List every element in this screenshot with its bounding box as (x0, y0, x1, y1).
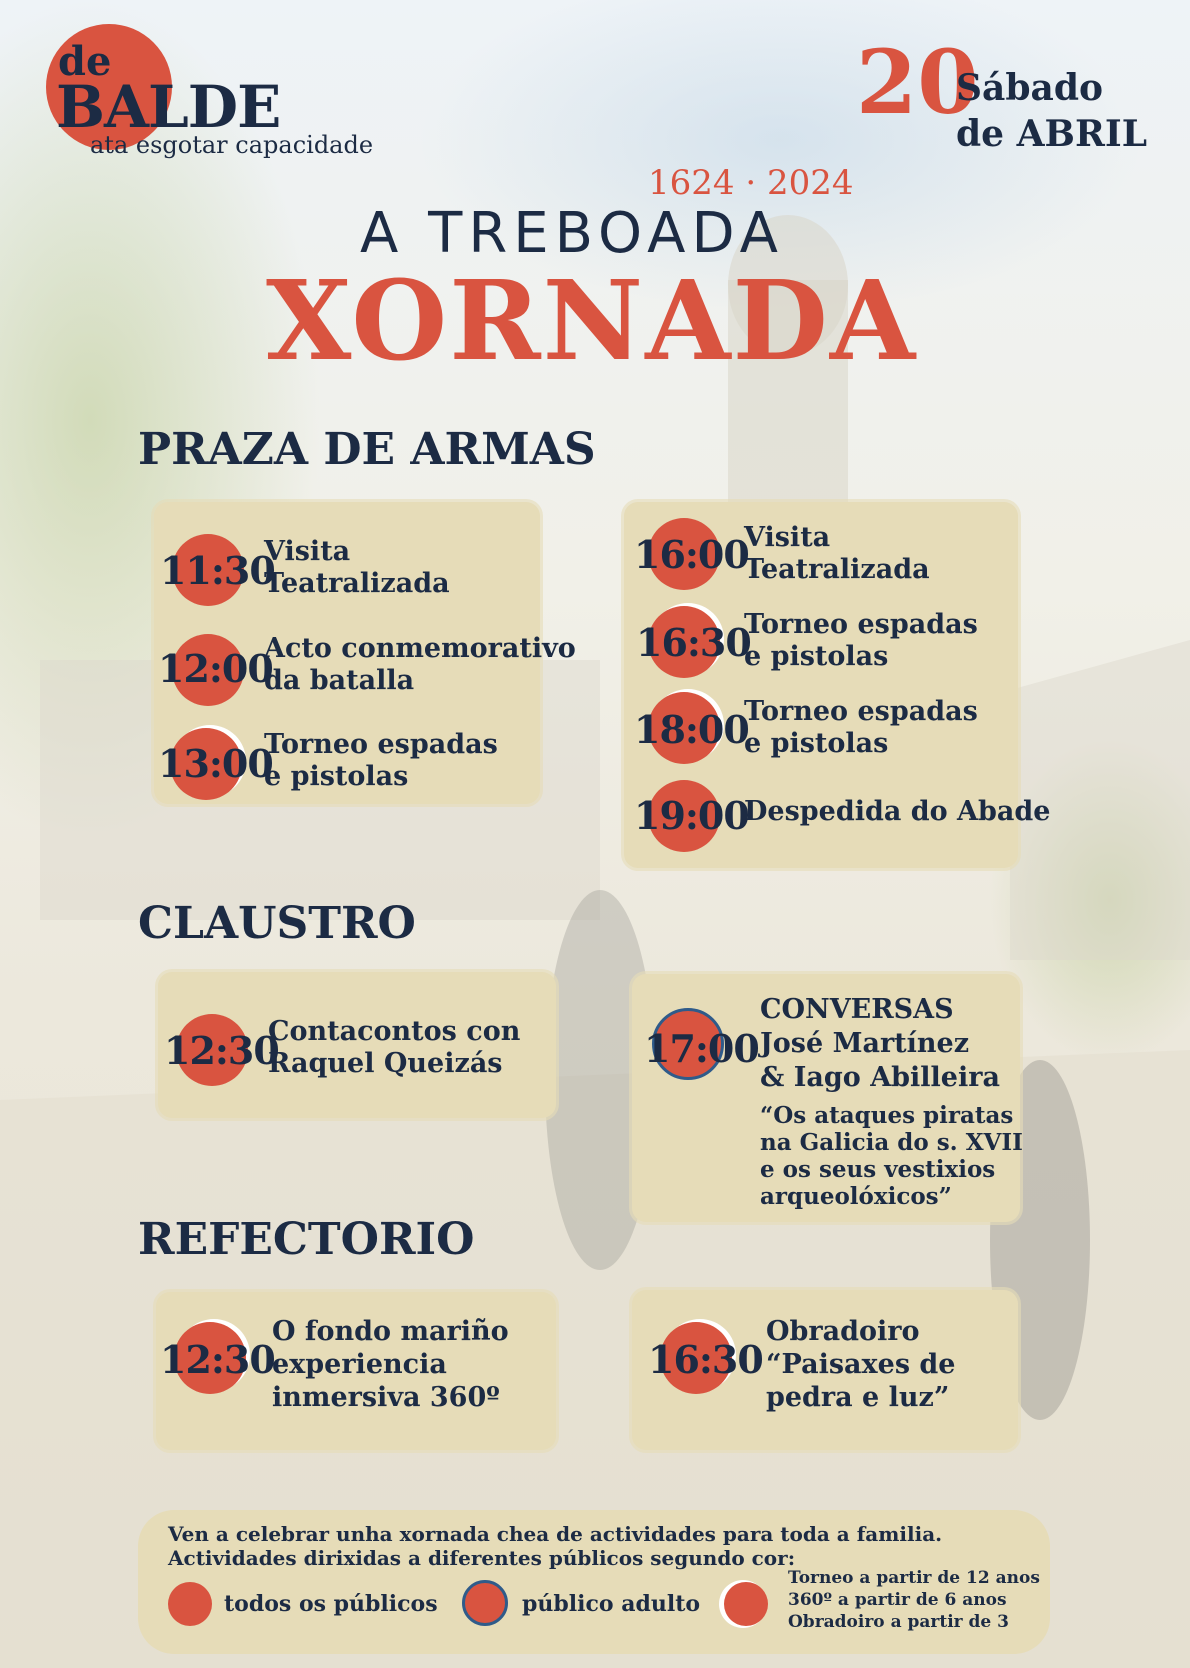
section-title-refectorio: REFECTORIO (138, 1214, 475, 1265)
event-quote-line: e os seus vestixios (760, 1156, 996, 1183)
date-month: de ABRIL (956, 113, 1148, 155)
date-day: 20 (856, 30, 979, 134)
legend-label-adult: público adulto (522, 1591, 701, 1617)
footer-intro: Ven a celebrar unha xornada chea de actividades para toda a familia. (168, 1522, 943, 1546)
event-line: Obradoiro (766, 1316, 920, 1347)
event-line: experiencia (272, 1349, 447, 1380)
event-quote-line: “Os ataques piratas (760, 1102, 1014, 1129)
event-line: Acto conmemorativo (264, 633, 576, 664)
event-line: Visita (744, 522, 831, 553)
event-line: José Martínez (760, 1028, 970, 1059)
logo-balde: BALDE (56, 73, 281, 141)
title-years: 1624 · 2024 (648, 163, 854, 203)
event-line: da batalla (264, 665, 415, 696)
event-line: e pistolas (744, 641, 889, 672)
legend-dot-all (168, 1582, 212, 1626)
title-headline: XORNADA (266, 256, 918, 385)
event-time: 11:30 (160, 548, 275, 593)
event-line: & Iago Abilleira (760, 1062, 1000, 1093)
legend-note: Torneo a partir de 12 anos (788, 1568, 1040, 1588)
event-time: 16:30 (636, 620, 751, 665)
event-time: 13:00 (158, 741, 273, 786)
event-line: Torneo espadas (744, 696, 978, 727)
event-line: CONVERSAS (760, 994, 954, 1025)
legend-dot-adult (462, 1580, 508, 1626)
event-quote-line: arqueolóxicos” (760, 1183, 952, 1210)
event-line: Teatralizada (744, 554, 930, 585)
legend-note: Obradoiro a partir de 3 (788, 1612, 1009, 1632)
date-weekday: Sábado (956, 67, 1104, 109)
event-time: 12:00 (158, 646, 273, 691)
event-line: Raquel Queizás (268, 1048, 503, 1079)
event-time: 19:00 (634, 793, 749, 838)
event-line: e pistolas (264, 761, 409, 792)
section-title-praza: PRAZA DE ARMAS (138, 424, 596, 475)
logo-subtitle: ata esgotar capacidade (90, 131, 374, 159)
footer-intro-2: Actividades dirixidas a diferentes públicos segundo cor: (168, 1546, 796, 1570)
event-line: Contacontos con (268, 1016, 521, 1047)
event-line: Despedida do Abade (744, 796, 1051, 827)
event-line: Torneo espadas (264, 729, 498, 760)
legend-dot-age (724, 1582, 768, 1626)
event-time: 12:30 (164, 1028, 279, 1073)
event-line: inmersiva 360º (272, 1382, 500, 1413)
event-line: Visita (264, 536, 351, 567)
event-line: Torneo espadas (744, 609, 978, 640)
event-quote-line: na Galicia do s. XVII (760, 1129, 1023, 1156)
title-name: A TREBOADA (360, 201, 784, 266)
legend-label-all: todos os públicos (224, 1591, 438, 1617)
event-time: 17:00 (644, 1026, 759, 1071)
event-line: Teatralizada (264, 568, 450, 599)
legend-note: 360º a partir de 6 anos (788, 1590, 1007, 1610)
event-time: 18:00 (634, 707, 749, 752)
event-time: 12:30 (160, 1337, 275, 1382)
section-title-claustro: CLAUSTRO (138, 898, 416, 949)
event-line: O fondo mariño (272, 1316, 509, 1347)
event-time: 16:30 (648, 1337, 763, 1382)
logo-de: de (58, 38, 112, 85)
event-line: “Paisaxes de (766, 1349, 956, 1380)
event-line: e pistolas (744, 728, 889, 759)
event-line: pedra e luz” (766, 1382, 950, 1413)
event-time: 16:00 (634, 532, 749, 577)
